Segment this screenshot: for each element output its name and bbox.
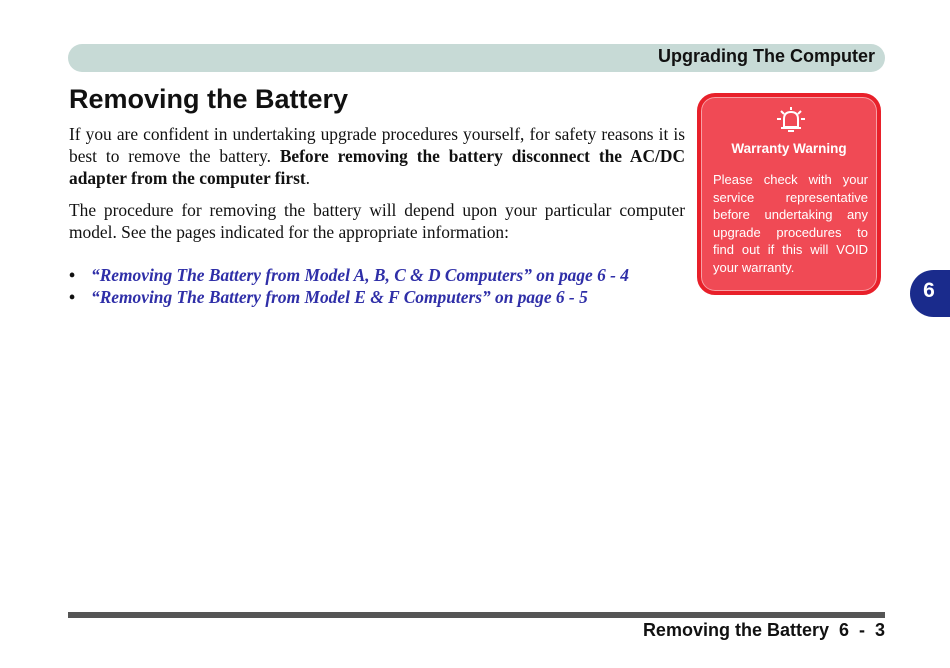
warning-text: Please check with your service representative before undertaking any upgrade procedures to find out if this will VOID your warranty. <box>713 172 868 275</box>
link-list <box>69 264 629 308</box>
list-item <box>69 286 629 308</box>
procedure-paragraph: The procedure for removing the battery will depend upon your particular computer model. See the pages indicated for the appropriate information: <box>69 200 685 242</box>
alarm-bell-icon <box>775 106 807 134</box>
link-model-ef[interactable]: “Removing The Battery from Model E & F Computers” on page 6 - 5 <box>91 287 588 307</box>
warning-title: Warranty Warning <box>731 141 847 156</box>
chapter-number: 6 <box>923 279 935 302</box>
bullet-icon: • <box>69 287 76 307</box>
link-model-abcd[interactable]: “Removing The Battery from Model A, B, C & D Computers” on page 6 - 4 <box>91 265 629 285</box>
chapter-tab[interactable] <box>910 270 950 317</box>
intro-text: If you are confident in undertaking upgrade procedures yourself, for safety reasons it is best to remove the battery. <box>69 124 685 166</box>
footer-divider <box>68 612 885 618</box>
intro-bold-text: Before removing the battery disconnect the AC/DC adapter from the computer first <box>69 146 685 188</box>
page-title: Removing the Battery <box>69 84 349 114</box>
intro-paragraph <box>69 123 685 189</box>
footer-page-label: Removing the Battery 6 - 3 <box>642 620 885 640</box>
bullet-icon: • <box>69 265 76 285</box>
header-title: Upgrading The Computer <box>658 46 875 66</box>
intro-end: . <box>305 168 311 188</box>
list-item <box>69 264 629 286</box>
header-bar <box>68 44 885 72</box>
warranty-warning-box <box>697 93 881 295</box>
